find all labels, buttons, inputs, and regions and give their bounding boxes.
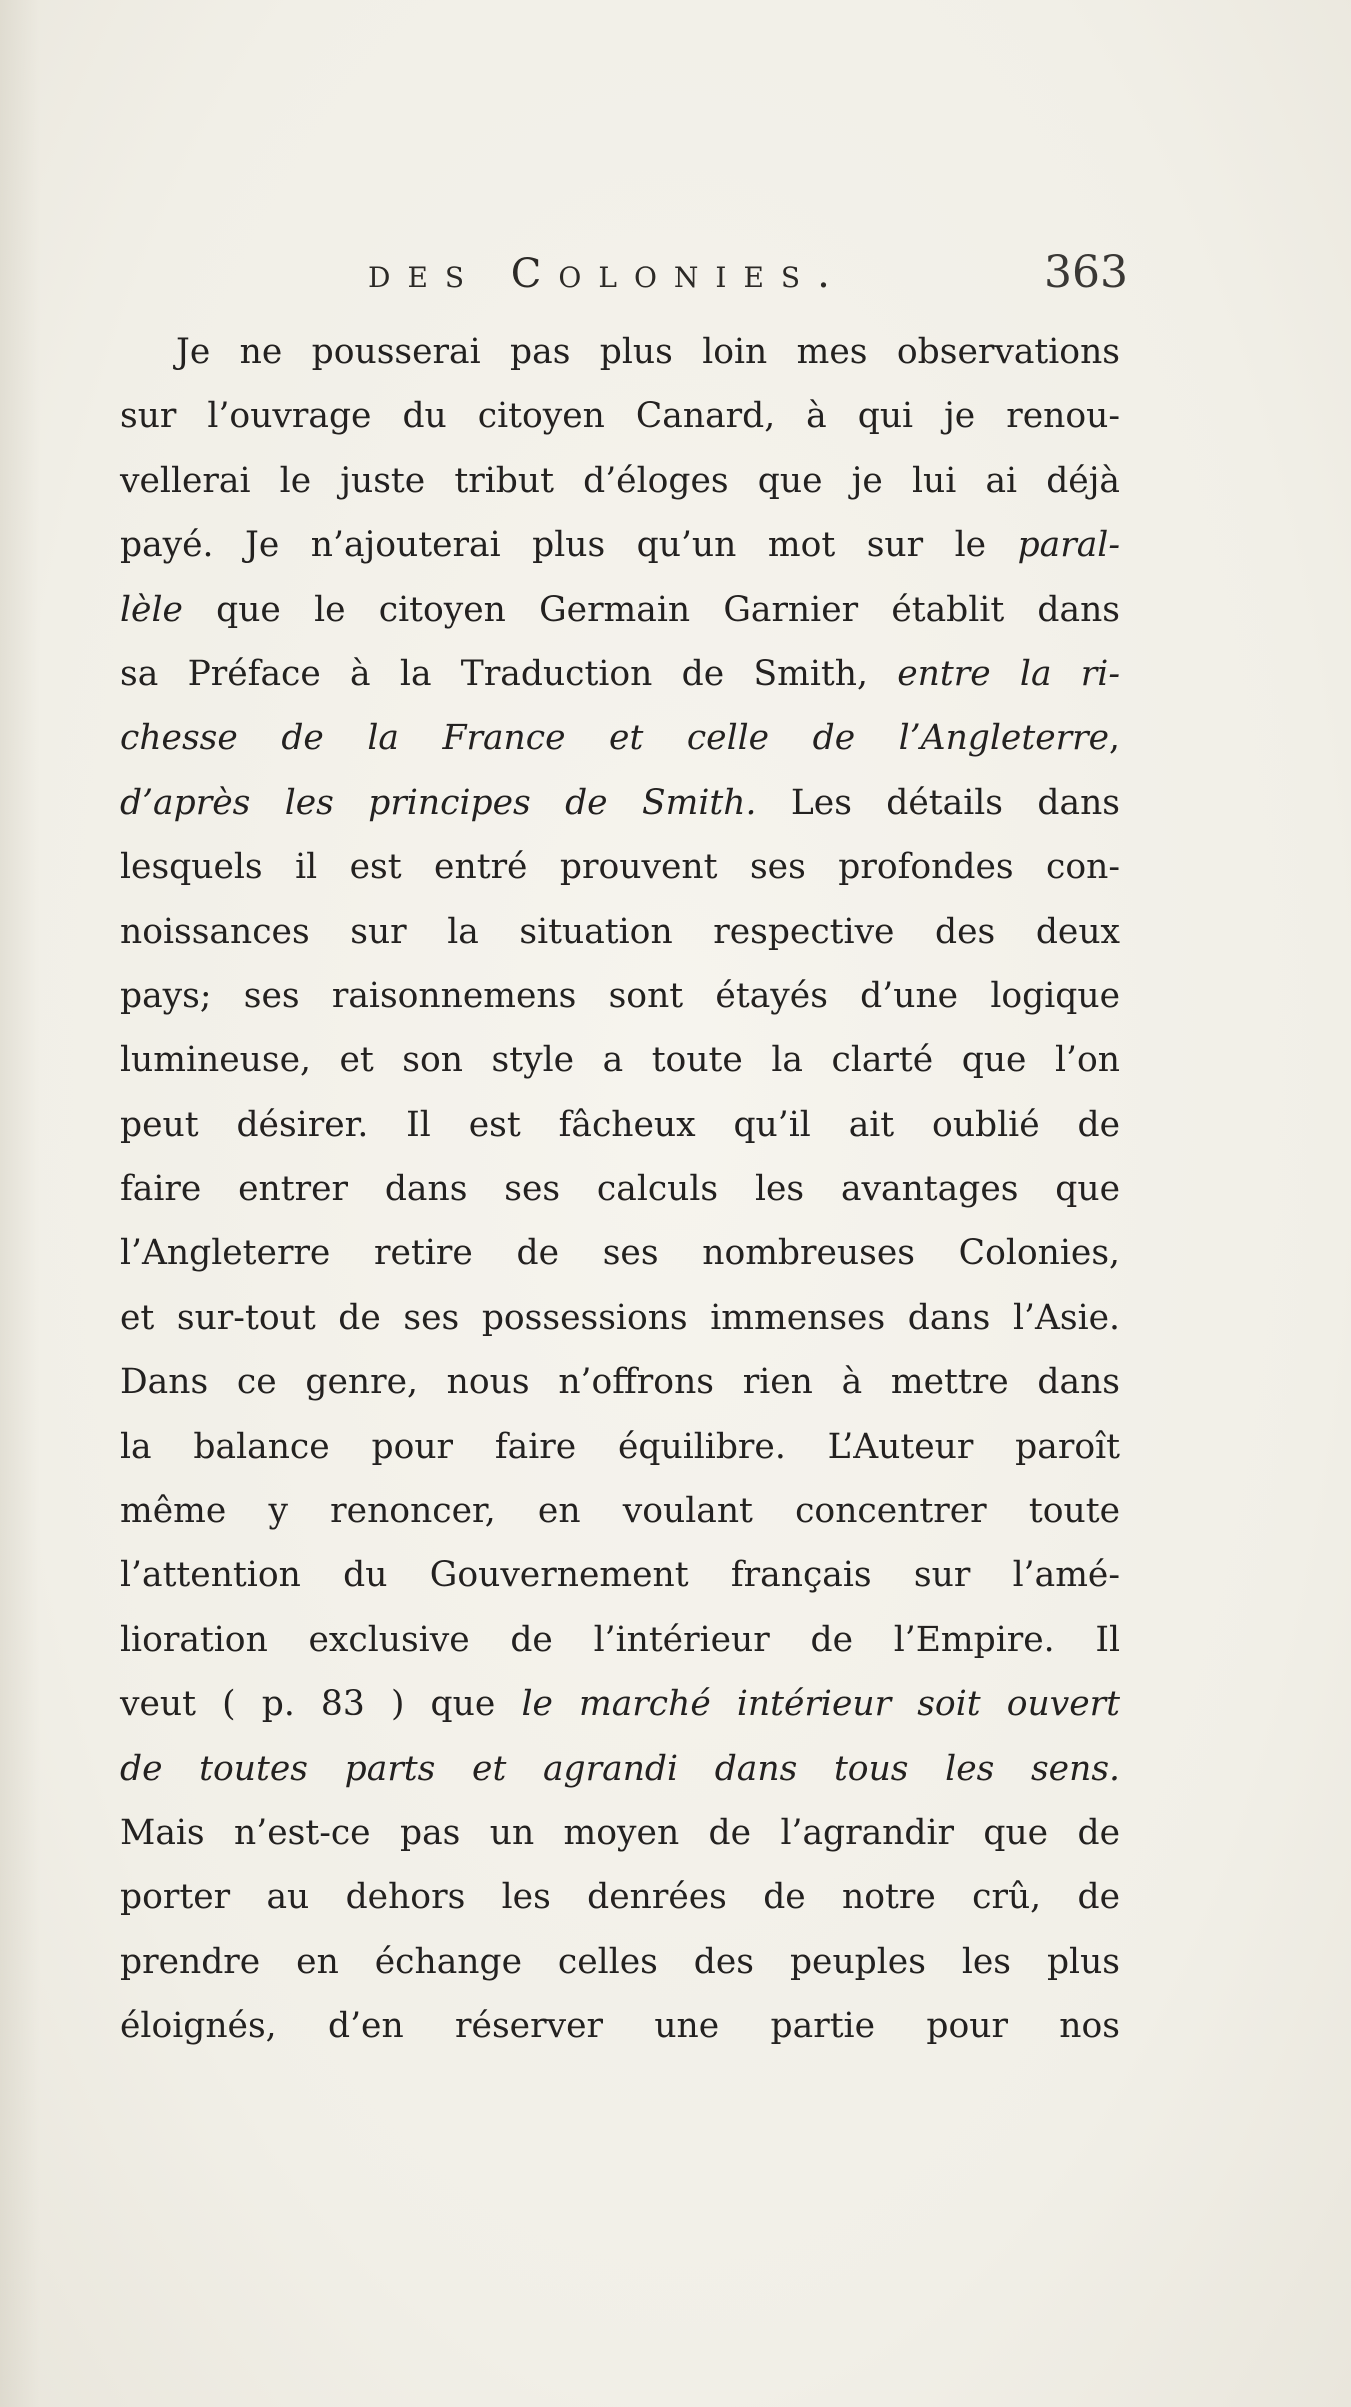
text-line: lioration exclusive de l’intérieur de l’Empire. Il <box>120 1619 1120 1660</box>
text-line: éloignés, d’en réserver une partie pour nos <box>120 2006 1120 2047</box>
text-line: lesquels il est entré prouvent ses profondes con- <box>120 847 1120 888</box>
binding-shadow <box>0 0 40 2407</box>
text-line: d’après les principes de Smith. Les détails dans <box>120 782 1121 823</box>
page-header <box>368 247 1128 307</box>
text-line: l’attention du Gouvernement français sur l’amé- <box>120 1555 1120 1596</box>
text-line: Je ne pousserai pas plus loin mes observations <box>176 332 1120 372</box>
text-line: porter au dehors les denrées de notre crû, de <box>120 1877 1120 1918</box>
text-line: sur l’ouvrage du citoyen Canard, à qui je renou- <box>120 396 1120 437</box>
text-line: Mais n’est-ce pas un moyen de l’agrandir que de <box>120 1812 1120 1853</box>
text-line: et sur-tout de ses possessions immenses dans l’Asie. <box>120 1297 1120 1338</box>
text-line: noissances sur la situation respective des deux <box>120 911 1120 952</box>
text-line: même y renoncer, en voulant concentrer toute <box>120 1491 1120 1532</box>
text-line: lumineuse, et son style a toute la clarté que l’on <box>120 1040 1120 1081</box>
text-line: prendre en échange celles des peuples les plus <box>120 1941 1120 1982</box>
text-line: lèle que le citoyen Germain Garnier établit dans <box>120 589 1120 630</box>
text-line: peut désirer. Il est fâcheux qu’il ait oublié de <box>120 1104 1120 1145</box>
text-line: pays; ses raisonnemens sont étayés d’une logique <box>120 975 1120 1016</box>
page-number: 363 <box>1044 247 1128 298</box>
text-line: faire entrer dans ses calculs les avantages que <box>120 1169 1120 1210</box>
running-title: des Colonies. <box>368 251 847 297</box>
text-line: sa Préface à la Traduction de Smith, entre la ri- <box>120 653 1120 694</box>
text-line: la balance pour faire équilibre. L’Auteur paroît <box>120 1426 1120 1467</box>
text-line: de toutes parts et agrandi dans tous les sens. <box>120 1748 1120 1789</box>
text-line: chesse de la France et celle de l’Angleterre, <box>120 718 1120 759</box>
body-text <box>120 320 1120 2059</box>
text-line: veut ( p. 83 ) que le marché intérieur soit ouvert <box>120 1684 1120 1725</box>
text-line: l’Angleterre retire de ses nombreuses Colonies, <box>120 1233 1120 1274</box>
text-line: vellerai le juste tribut d’éloges que je lui ai déjà <box>120 460 1120 501</box>
text-line: payé. Je n’ajouterai plus qu’un mot sur le paral- <box>120 525 1120 566</box>
text-line: Dans ce genre, nous n’offrons rien à mettre dans <box>120 1362 1120 1403</box>
